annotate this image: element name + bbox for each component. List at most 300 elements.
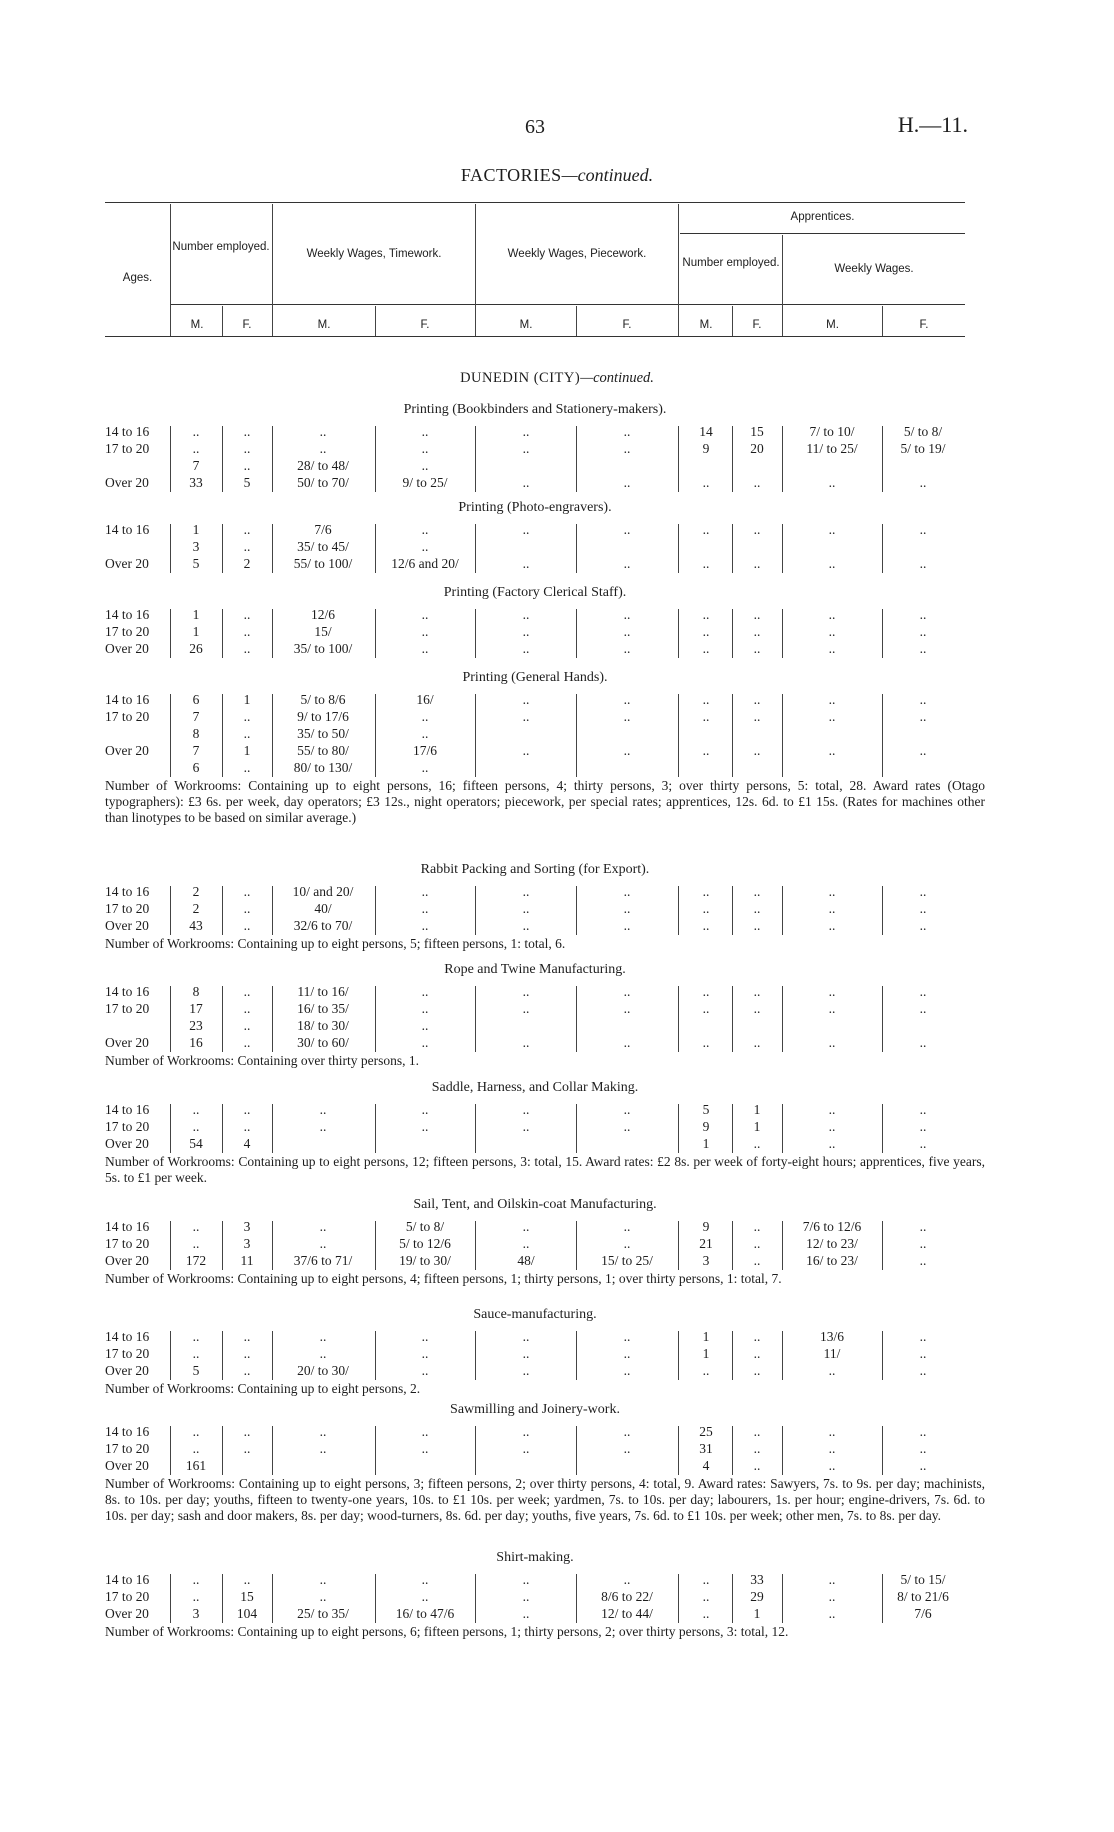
table-cell: 20 <box>750 441 764 456</box>
table-cell: .. <box>243 624 251 639</box>
table-cell: .. <box>753 624 761 639</box>
table-cell: .. <box>192 424 200 439</box>
workrooms-note: Number of Workrooms: Containing over thirty persons, 1. <box>105 1053 420 1068</box>
table-cell: .. <box>243 984 251 999</box>
table-cell: .. <box>828 1424 836 1439</box>
table-cell: .. <box>192 1219 200 1234</box>
table-cell: 1 <box>192 522 200 537</box>
table-cell: 3 <box>192 1606 200 1621</box>
table-row <box>0 1329 1114 1345</box>
table-cell: .. <box>919 1219 927 1234</box>
age-cell: 14 to 16 <box>105 607 150 622</box>
table-cell: .. <box>522 1102 530 1117</box>
table-cell: .. <box>421 1035 429 1050</box>
title-main: FACTORIES <box>460 165 562 185</box>
age-cell: Over 20 <box>105 1363 149 1378</box>
table-row <box>0 1236 1114 1252</box>
table-cell: .. <box>753 556 761 571</box>
table-cell: 11/ to 16/ <box>297 984 349 999</box>
table-row <box>0 692 1114 708</box>
table-cell: 5/ to 8/6 <box>300 692 346 707</box>
table-cell: 9 <box>702 441 710 456</box>
table-cell: .. <box>828 1136 836 1151</box>
age-cell: 14 to 16 <box>105 1102 150 1117</box>
table-cell: .. <box>702 1606 710 1621</box>
table-cell: .. <box>421 760 429 775</box>
table-cell: 11/ to 25/ <box>806 441 858 456</box>
table-cell: .. <box>702 1001 710 1016</box>
table-cell: 8 <box>192 984 200 999</box>
table-cell: .. <box>522 1329 530 1344</box>
table-cell: 2 <box>192 901 200 916</box>
table-cell: 35/ to 45/ <box>297 539 349 554</box>
age-cell: 17 to 20 <box>105 1119 150 1134</box>
table-cell: .. <box>828 522 836 537</box>
section-title: Shirt-making. <box>496 1550 574 1565</box>
table-cell: 15/ to 25/ <box>601 1253 653 1268</box>
table-cell: .. <box>421 539 429 554</box>
table-cell: .. <box>919 1035 927 1050</box>
table-cell: .. <box>623 1035 631 1050</box>
section-title: Printing (Photo-engravers). <box>458 500 612 515</box>
table-cell: .. <box>702 984 710 999</box>
table-cell: 20/ to 30/ <box>297 1363 349 1378</box>
table-cell: .. <box>702 901 710 916</box>
table-cell: 3 <box>243 1236 251 1251</box>
table-cell: .. <box>243 1102 251 1117</box>
table-cell: .. <box>623 607 631 622</box>
table-cell: .. <box>243 607 251 622</box>
table-cell: 1 <box>702 1329 710 1344</box>
table-row <box>0 1346 1114 1362</box>
header-bottom-rule <box>105 336 965 337</box>
table-cell: .. <box>919 692 927 707</box>
table-cell: .. <box>243 641 251 656</box>
table-cell: .. <box>522 1035 530 1050</box>
table-cell: .. <box>623 1572 631 1587</box>
table-cell: .. <box>623 1346 631 1361</box>
age-cell: Over 20 <box>105 743 149 758</box>
table-cell: 25 <box>699 1424 713 1439</box>
header-col-divider <box>170 204 171 336</box>
header-m: M. <box>519 319 533 331</box>
section-title: Sawmilling and Joinery-work. <box>450 1402 620 1417</box>
table-cell: .. <box>753 1363 761 1378</box>
table-cell: .. <box>192 1102 200 1117</box>
table-cell: .. <box>522 522 530 537</box>
header-app-number-employed: Number employed. <box>682 257 780 269</box>
section-title: Saddle, Harness, and Collar Making. <box>431 1080 639 1095</box>
table-cell: .. <box>623 1363 631 1378</box>
table-cell: .. <box>702 743 710 758</box>
header-m: M. <box>826 319 839 331</box>
table-cell: 15 <box>240 1589 254 1604</box>
table-cell: .. <box>919 1102 927 1117</box>
table-cell: .. <box>522 1441 530 1456</box>
table-cell: .. <box>828 1001 836 1016</box>
table-cell: .. <box>753 641 761 656</box>
workrooms-note: Number of Workrooms: Containing up to eight persons, 5; fifteen persons, 1: total, 6. <box>105 936 566 951</box>
table-cell: .. <box>421 1119 429 1134</box>
header-weekly-timework: Weekly Wages, Timework. <box>306 248 442 260</box>
table-cell: 17 <box>189 1001 203 1016</box>
table-cell: 1 <box>753 1606 761 1621</box>
table-cell: 3 <box>702 1253 710 1268</box>
table-row <box>0 556 1114 572</box>
table-cell: 1 <box>702 1346 710 1361</box>
table-cell: .. <box>192 1329 200 1344</box>
table-cell: 80/ to 130/ <box>293 760 353 775</box>
table-cell: 7/6 to 12/6 <box>802 1219 862 1234</box>
table-cell: .. <box>623 1119 631 1134</box>
table-row <box>0 1119 1114 1135</box>
table-cell: .. <box>753 1236 761 1251</box>
table-cell: .. <box>919 1001 927 1016</box>
table-cell: .. <box>919 522 927 537</box>
age-cell: 14 to 16 <box>105 1219 150 1234</box>
header-f: F. <box>622 319 632 331</box>
table-cell: .. <box>623 556 631 571</box>
table-cell: 7 <box>192 458 200 473</box>
section-title: Rabbit Packing and Sorting (for Export). <box>420 862 650 877</box>
table-cell: 16/ to 35/ <box>297 1001 349 1016</box>
table-cell: 19/ to 30/ <box>399 1253 451 1268</box>
table-row <box>0 624 1114 640</box>
table-cell: .. <box>421 1346 429 1361</box>
table-cell: .. <box>319 424 327 439</box>
table-row <box>0 1606 1114 1622</box>
table-cell: 16/ <box>416 692 434 707</box>
table-cell: .. <box>702 624 710 639</box>
table-cell: .. <box>243 901 251 916</box>
table-cell: 7/ to 10/ <box>809 424 855 439</box>
table-row <box>0 424 1114 440</box>
table-row <box>0 1136 1114 1152</box>
table-cell: .. <box>623 1441 631 1456</box>
table-cell: .. <box>828 743 836 758</box>
table-cell: 50/ to 70/ <box>297 475 349 490</box>
apprentices-rule <box>680 233 965 234</box>
age-cell: 17 to 20 <box>105 1346 150 1361</box>
table-cell: 15 <box>750 424 764 439</box>
table-cell: .. <box>702 1363 710 1378</box>
table-row <box>0 1572 1114 1588</box>
table-cell: 12/6 <box>310 607 335 622</box>
table-cell: .. <box>243 726 251 741</box>
header-number-employed: Number employed. <box>172 241 270 253</box>
table-cell: 3 <box>192 539 200 554</box>
header-m: M. <box>699 319 713 331</box>
table-cell: .. <box>421 884 429 899</box>
age-cell: Over 20 <box>105 1606 149 1621</box>
title-continued: —continued. <box>561 165 654 185</box>
table-cell: .. <box>828 1102 836 1117</box>
table-cell: 1 <box>192 607 200 622</box>
table-cell: .. <box>522 884 530 899</box>
table-cell: .. <box>522 1236 530 1251</box>
table-cell: .. <box>522 556 530 571</box>
table-cell: .. <box>319 441 327 456</box>
age-cell: 17 to 20 <box>105 1441 150 1456</box>
table-cell: 8 <box>192 726 200 741</box>
table-cell: 12/ to 23/ <box>806 1236 858 1251</box>
table-cell: .. <box>243 522 251 537</box>
age-cell: Over 20 <box>105 1035 149 1050</box>
table-cell: 8/ to 21/6 <box>897 1589 949 1604</box>
table-cell: .. <box>828 1441 836 1456</box>
table-cell: .. <box>421 726 429 741</box>
table-cell: .. <box>319 1236 327 1251</box>
table-cell: 33 <box>750 1572 764 1587</box>
age-cell: 14 to 16 <box>105 984 150 999</box>
table-cell: 6 <box>192 760 200 775</box>
table-cell: .. <box>421 984 429 999</box>
table-cell: 5/ to 19/ <box>900 441 946 456</box>
workrooms-note: Number of Workrooms: Containing up to eight persons, 2. <box>105 1381 421 1396</box>
header-apprentices: Apprentices. <box>790 211 855 223</box>
page-title <box>0 165 1114 186</box>
table-cell: .. <box>919 1346 927 1361</box>
table-cell: .. <box>828 556 836 571</box>
header-ages: Ages. <box>122 272 153 284</box>
table-cell: .. <box>319 1441 327 1456</box>
table-cell: .. <box>421 1001 429 1016</box>
table-cell: .. <box>192 1346 200 1361</box>
table-cell: .. <box>623 1219 631 1234</box>
table-cell: 10/ and 20/ <box>292 884 354 899</box>
table-cell: .. <box>243 1424 251 1439</box>
table-cell: .. <box>828 624 836 639</box>
table-cell: .. <box>623 475 631 490</box>
age-cell: 14 to 16 <box>105 1424 150 1439</box>
table-cell: .. <box>522 743 530 758</box>
table-cell: .. <box>919 984 927 999</box>
table-cell: .. <box>421 709 429 724</box>
table-cell: .. <box>421 918 429 933</box>
table-cell: .. <box>623 692 631 707</box>
table-cell: .. <box>522 692 530 707</box>
table-cell: .. <box>919 1253 927 1268</box>
table-cell: .. <box>919 1236 927 1251</box>
table-cell: .. <box>421 607 429 622</box>
table-cell: .. <box>753 1253 761 1268</box>
table-cell: .. <box>702 1572 710 1587</box>
table-cell: 1 <box>243 692 251 707</box>
table-cell: .. <box>319 1572 327 1587</box>
table-cell: .. <box>522 709 530 724</box>
table-cell: .. <box>702 1589 710 1604</box>
table-cell: .. <box>753 743 761 758</box>
table-cell: .. <box>319 1329 327 1344</box>
table-row <box>0 522 1114 538</box>
table-cell: .. <box>753 1458 761 1473</box>
table-row <box>0 1253 1114 1269</box>
table-cell: .. <box>421 1329 429 1344</box>
header-f: F. <box>420 319 430 331</box>
table-cell: .. <box>421 1363 429 1378</box>
table-cell: 7 <box>192 743 200 758</box>
table-cell: 28/ to 48/ <box>297 458 349 473</box>
table-cell: .. <box>243 539 251 554</box>
table-cell: .. <box>753 475 761 490</box>
table-cell: .. <box>753 984 761 999</box>
table-cell: 16/ to 47/6 <box>395 1606 455 1621</box>
table-cell: .. <box>522 901 530 916</box>
table-cell: .. <box>319 1589 327 1604</box>
table-cell: .. <box>623 1001 631 1016</box>
table-cell: .. <box>753 1346 761 1361</box>
table-cell: 37/6 to 71/ <box>293 1253 353 1268</box>
header-m: M. <box>317 319 331 331</box>
table-cell: .. <box>623 441 631 456</box>
table-cell: .. <box>753 692 761 707</box>
table-cell: 30/ to 60/ <box>297 1035 349 1050</box>
table-cell: .. <box>623 1329 631 1344</box>
table-cell: .. <box>623 1102 631 1117</box>
table-row <box>0 607 1114 623</box>
table-cell: .. <box>192 1441 200 1456</box>
header-app-weekly-wages: Weekly Wages. <box>834 263 914 275</box>
table-cell: .. <box>522 1001 530 1016</box>
table-cell: .. <box>919 1441 927 1456</box>
table-cell: .. <box>522 918 530 933</box>
table-cell: .. <box>421 522 429 537</box>
table-cell: .. <box>522 1219 530 1234</box>
table-cell: .. <box>192 1589 200 1604</box>
table-cell: 55/ to 80/ <box>297 743 349 758</box>
table-cell: 26 <box>189 641 203 656</box>
table-cell: .. <box>319 1424 327 1439</box>
table-cell: .. <box>828 1572 836 1587</box>
table-cell: .. <box>522 624 530 639</box>
table-cell: .. <box>919 743 927 758</box>
table-cell: .. <box>421 1441 429 1456</box>
table-cell: 2 <box>192 884 200 899</box>
section-title: Sail, Tent, and Oilskin-coat Manufacturing. <box>413 1197 657 1212</box>
table-cell: .. <box>919 1329 927 1344</box>
section-title: Printing (General Hands). <box>462 670 608 685</box>
region-subtitle <box>0 370 1114 387</box>
table-cell: .. <box>753 709 761 724</box>
table-cell: .. <box>919 901 927 916</box>
table-cell: 9 <box>702 1219 710 1234</box>
table-cell: .. <box>828 692 836 707</box>
table-cell: .. <box>522 1363 530 1378</box>
table-cell: .. <box>919 624 927 639</box>
table-cell: 12/6 and 20/ <box>391 556 459 571</box>
table-cell: .. <box>753 607 761 622</box>
table-row <box>0 1219 1114 1235</box>
subtitle-continued: —continued. <box>580 370 654 386</box>
section-title: Printing (Factory Clerical Staff). <box>443 585 627 600</box>
age-cell: 17 to 20 <box>105 1589 150 1604</box>
table-cell: 5 <box>702 1102 710 1117</box>
table-cell: .. <box>243 1572 251 1587</box>
age-cell: Over 20 <box>105 1458 149 1473</box>
table-cell: .. <box>828 1035 836 1050</box>
table-cell: 1 <box>753 1102 761 1117</box>
table-cell: .. <box>243 760 251 775</box>
table-cell: .. <box>319 1119 327 1134</box>
table-cell: .. <box>623 984 631 999</box>
table-cell: .. <box>522 641 530 656</box>
table-cell: .. <box>522 1346 530 1361</box>
table-row <box>0 641 1114 657</box>
table-cell: 1 <box>702 1136 710 1151</box>
table-cell: 23 <box>189 1018 203 1033</box>
age-cell: Over 20 <box>105 556 149 571</box>
table-cell: 48/ <box>517 1253 535 1268</box>
table-cell: 7 <box>192 709 200 724</box>
table-row <box>0 726 1114 742</box>
header-f: F. <box>752 319 762 331</box>
table-cell: .. <box>522 1424 530 1439</box>
table-cell: 2 <box>243 556 251 571</box>
table-row <box>0 901 1114 917</box>
table-cell: .. <box>828 1589 836 1604</box>
table-cell: 4 <box>243 1136 251 1151</box>
age-cell: Over 20 <box>105 918 149 933</box>
table-row <box>0 884 1114 900</box>
table-cell: 5/ to 8/ <box>405 1219 445 1234</box>
table-cell: 29 <box>750 1589 764 1604</box>
table-cell: .. <box>243 1363 251 1378</box>
table-cell: .. <box>421 1424 429 1439</box>
table-row <box>0 1363 1114 1379</box>
table-cell: .. <box>522 1589 530 1604</box>
table-row <box>0 1001 1114 1017</box>
table-cell: 161 <box>185 1458 207 1473</box>
table-cell: .. <box>753 1136 761 1151</box>
table-row <box>0 475 1114 491</box>
table-cell: .. <box>828 641 836 656</box>
table-cell: .. <box>623 709 631 724</box>
table-row <box>0 441 1114 457</box>
page-reference: H.—11. <box>897 112 968 137</box>
age-cell: 17 to 20 <box>105 1236 150 1251</box>
table-cell: 1 <box>243 743 251 758</box>
table-cell: .. <box>702 556 710 571</box>
table-cell: .. <box>702 522 710 537</box>
table-row <box>0 1458 1114 1474</box>
table-cell: .. <box>243 441 251 456</box>
table-cell: 1 <box>192 624 200 639</box>
table-cell: .. <box>243 884 251 899</box>
table-cell: 7/6 <box>314 522 332 537</box>
header-col-divider <box>475 204 476 336</box>
age-cell: 17 to 20 <box>105 441 150 456</box>
section-title: Sauce-manufacturing. <box>473 1307 597 1322</box>
table-cell: 54 <box>189 1136 203 1151</box>
age-cell: 14 to 16 <box>105 522 150 537</box>
header-col-divider <box>678 204 679 336</box>
page-number: 63 <box>525 116 545 138</box>
header-top-rule <box>105 202 965 203</box>
table-row <box>0 1102 1114 1118</box>
table-cell: .. <box>243 709 251 724</box>
table-row <box>0 984 1114 1000</box>
table-cell: 33 <box>189 475 203 490</box>
table-cell: .. <box>919 641 927 656</box>
table-cell: .. <box>243 1001 251 1016</box>
table-cell: .. <box>243 458 251 473</box>
workrooms-note: Number of Workrooms: Containing up to eight persons, 6; fifteen persons, 1; thirty persons, 2; over thirty persons, 3: total, 12. <box>105 1624 789 1639</box>
table-cell: .. <box>753 901 761 916</box>
table-cell: 32/6 to 70/ <box>293 918 353 933</box>
table-cell: 17/6 <box>412 743 437 758</box>
table-cell: .. <box>919 884 927 899</box>
table-cell: 11/ <box>823 1346 841 1361</box>
